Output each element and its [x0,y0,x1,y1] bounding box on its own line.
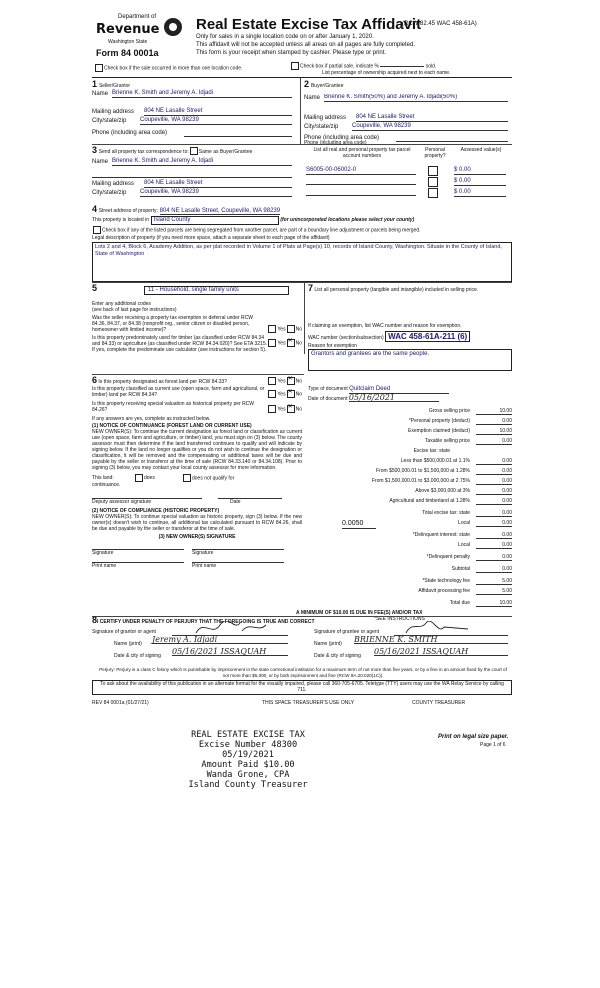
dor-logo [92,14,184,62]
s5-q2-no-checkbox[interactable] [287,339,295,347]
tax-label-15: Subtotal [451,566,470,572]
s6-print-label-1: Print name [92,563,117,569]
segregation-checkbox[interactable] [93,226,101,234]
s5-q2-yes: Yes [277,340,286,347]
s8-date-label-grantor: Date & city of signing [114,653,161,659]
s1-city-field[interactable]: Coupeville, WA 98239 [140,117,292,125]
stamp-line-6: Island County Treasurer [188,780,308,790]
s3-same-checkbox[interactable] [190,147,198,155]
parcel-table [304,147,512,203]
s6-q1-no: No [295,378,302,385]
s5-q1-no-checkbox[interactable] [287,325,295,333]
s2-phone-label: Phone (including area code) [304,135,380,141]
s6-top-divider [92,374,304,375]
parcel-header-value: Assessed value(s) [460,147,502,153]
new-owner-print-2[interactable] [192,556,284,563]
s1-name-field[interactable]: Brienne K. Smith and Jeremy A. Idjadi [112,90,292,98]
s6-does-checkbox[interactable] [135,474,143,482]
tax-label-13: Local [458,542,470,548]
section-8 [92,617,512,667]
s6-q2: Is this property classified as current use (open space, farm and agricultural, or timber) land per RCW 84.34? [92,386,265,398]
partial-sale-label: Check box if partial sale, indicate % [300,63,379,70]
tax-label-5: Less than $500,000.01 at 1.1% [400,458,470,464]
s6-does-not-checkbox[interactable] [183,474,191,482]
s5-q2-no: No [295,340,302,347]
parcel-personal-checkbox-2[interactable] [428,177,438,187]
s6-q3-yes: Yes [277,406,286,413]
s8-date-label-grantee: Date & city of signing [314,653,361,659]
s5-q2-yes-checkbox[interactable] [268,339,276,347]
s5-s7-divider [304,282,305,354]
stamp-line-1: REAL ESTATE EXCISE TAX [191,730,305,740]
exemption-reason-field[interactable]: Grantors and grantees are the same people. [308,349,512,371]
s3-same-label: Same as Buyer/Grantee [198,149,253,155]
doc-type-field[interactable]: Quitclaim Deed [349,386,449,394]
section-7 [308,285,512,371]
s3-phone-row [304,140,367,146]
s6-q3-yes-checkbox[interactable] [268,405,276,413]
s6-does-not: does not qualify for [192,475,235,482]
doc-type-label: Type of document [308,386,348,392]
s6-n1-text: NEW OWNER(S): To continue the current designation as forest land or classification as current use (open space, farm and agriculture, or timber) land, you must sign on (3) below. The county assessor must then determine if the land transferred continues to qualify and will indicate by signing below. If the land no longer qualifies or you do not wish to continue the designation or classification, it will be removed and the compensating or additional taxes will be due and payable by the seller or transferor at the time of sale (RCW 84.33.140 or 84.34.108). Prior to signing (3) below, you may contact your local county assessor for more information. [92,429,302,471]
local-rate-field[interactable]: 0.0050 [342,520,376,529]
s1-s2-divider [300,78,301,144]
s5-q2b: If yes, complete the predominate use calculator (see instructions for section 5). [92,347,267,353]
s7-exempt-question: If claiming an exemption, list WAC number and reason for exemption. [308,323,462,329]
s6-q1: Is this property designated as forest land per RCW 84.33? [98,379,228,385]
doc-date-field[interactable]: 05/16/2021 [349,395,439,402]
dept-line3: Washington State [108,39,148,45]
s6-q2-no: No [295,391,302,398]
s6-q3: Is this property receiving special valuation as historical property per RCW 84.26? [92,401,255,413]
treasurer-stamp [168,730,328,790]
s1-addr-field[interactable]: 804 NE Lasalle Street [144,108,292,116]
new-owner-signature-1[interactable] [92,543,184,550]
s5-q1-no: No [295,326,302,333]
tax-value-12[interactable]: 0.00 [476,532,512,539]
s3-label: Send all property tax correspondence to: [98,149,189,155]
new-owner-print-1[interactable] [92,556,184,563]
grantor-signature-scribble [176,621,286,635]
s1-num: 1 [92,79,98,89]
s1-name-label: Name [92,91,109,97]
tax-label-16: *State technology fee [422,578,470,584]
tax-label-18: Total due [449,600,470,606]
see-instructions-note: *SEE INSTRUCTIONS [374,616,425,622]
wac-number-field[interactable]: WAC 458-61A-211 (6) [385,331,470,342]
s5-q1: Was the seller receiving a property tax exemption or deferral under RCW 84.36, 84.37, or 84.38 (nonprofit org., senior citizen or disabled person, homeowner with limited income)? [92,315,253,333]
s6-sig-label-1: Signature [92,550,114,556]
s2-label: Buyer/Grantee [310,83,344,89]
tax-label-1: *Personal property (deduct) [408,418,470,424]
partial-sale-row [290,62,436,70]
multi-location-label: Check box if the sale occurred in more than one location code. [104,65,243,72]
s5-num: 5 [92,283,98,293]
s6-q2-yes: Yes [277,391,286,398]
s6-sig-label-2: Signature [192,550,214,556]
tax-label-2: Exemption claimed (deduct) [408,428,470,434]
section-6 [92,375,302,569]
legal-description-field[interactable]: Lots 2 and 4, Block 6, Academy Addition, as per plat recorded in Volume 1 of Plats at Page(s) 10, records of Island County, Washington. Situate in the County of Island, State of Washington [92,242,512,282]
county-treasurer-label: COUNTY TREASURER [412,700,466,706]
s3-name-field-2[interactable] [92,171,292,178]
doc-date-label: Date of document [308,396,348,402]
accessibility-notice: To ask about the availability of this publication in an alternate format for the visually impaired, please call 360-705-6705. Teletype (TTY) users may use the WA Relay Service by calling 711. [92,680,512,695]
s8-certify: I CERTIFY UNDER PENALTY OF PERJURY THAT THE FOREGOING IS TRUE AND CORRECT [97,619,315,625]
s6-q3-no-checkbox[interactable] [287,405,295,413]
parcel-acct-2[interactable] [306,178,416,185]
parcel-value-2[interactable]: $ 0.00 [454,178,506,186]
tax-value-11[interactable]: 0.00 [476,520,512,527]
tax-value-14[interactable]: 0.00 [476,554,512,561]
s4-num: 4 [92,204,98,214]
s4-legal-label: Legal description of property (if you need more space, attach a separate sheet to each page of the affidavit) [92,235,330,241]
parcel-value-3[interactable]: $ 0.00 [454,189,506,197]
grantor-name-field[interactable]: Jeremy A. Idjadi [152,637,288,644]
legal-paper-note: Print on legal size paper. [438,734,509,740]
tax-value-13[interactable]: 0.00 [476,542,512,549]
s2-city-field[interactable]: Coupeville, WA 98239 [352,123,508,131]
multi-location-row [94,64,242,72]
percentage-note: List percentage of ownership acquired next to each name. [322,70,451,76]
tax-value-15[interactable]: 0.00 [476,566,512,573]
s3-city-field[interactable]: Coupeville, WA 98239 [140,189,292,197]
multi-location-checkbox[interactable] [95,64,103,72]
grantor-date-city-field[interactable]: 05/16/2021 ISSAQUAH [172,649,288,656]
s6-q2-no-checkbox[interactable] [287,390,295,398]
dor-swirl-inner [169,23,177,31]
tax-value-5[interactable]: 0.00 [476,458,512,465]
parcel-acct-1[interactable]: S6005-00-06002-0 [306,167,416,175]
tax-label-0: Gross selling price [428,408,470,414]
s3-num: 3 [92,145,98,155]
s7-text: List all personal property (tangible and intangible) included in selling price. [314,287,479,293]
s6-q3-no: No [295,406,302,413]
s5-top-divider [92,282,512,283]
s1-phone-field[interactable] [184,130,292,137]
grantee-date-city-field[interactable]: 05/16/2021 ISSAQUAH [374,649,508,656]
parcel-personal-checkbox-3[interactable] [428,188,438,198]
county-select[interactable]: Island County [151,216,279,225]
s6-n2-title: (2) NOTICE OF COMPLIANCE (HISTORIC PROPERTY) [92,508,220,514]
s7-wac-label: WAC number (section/subsection) [308,335,384,341]
tax-value-8[interactable]: 0.00 [476,488,512,495]
s8-sig-grantee-label: Signature of grantee or agent [314,629,380,635]
s5-q2: Is this property predominately used for timber (as classified under RCW 84.34 and 84.33) or agriculture (as classified under RCW 84.34.020)? See ETA 3215. [92,335,268,347]
section-4 [92,206,512,282]
s3-addr-field[interactable]: 804 NE Lasalle Street [144,180,292,188]
s2-name-field[interactable]: Brienne K. Smith(50%) and Jeremy A. Idjadi(50%) [324,94,508,102]
tax-value-7[interactable]: 0.00 [476,478,512,485]
s2-name-label: Name [304,95,321,101]
tax-table [308,408,512,606]
sold-label: sold. [425,63,437,70]
parcel-header-personal: Personal property? [424,147,446,159]
dept-line1: Department of [118,14,157,20]
s6-q2-yes-checkbox[interactable] [268,390,276,398]
s3-phone-label: Phone (including area code) [304,140,367,146]
s6-n3-title: (3) NEW OWNER(S) SIGNATURE [158,534,236,540]
s5-see-back: (see back of last page for instructions) [92,307,177,313]
s6-n2-text: NEW OWNER(S): To continue special valuation as historic property, sign (3) below. If the new owner(s) doesn't wish to continue, all additional tax calculated pursuant to RCW 84.26, shall be due and payable by the seller or transferor at the time of sale. [92,514,302,532]
stamp-line-5: Wanda Grone, CPA [206,770,290,780]
s5-q1-yes-checkbox[interactable] [268,325,276,333]
s6-q1-no-checkbox[interactable] [287,377,295,385]
s1-label: Seller/Grantor [98,83,131,89]
form-number: Form 84 0001a [96,48,159,58]
parcel-personal-checkbox-1[interactable] [428,166,438,176]
tax-label-9: Agricultural and timberland at 1.28% [389,498,470,504]
page-number: Page 1 of 6 [480,742,506,748]
s6-q1-yes-checkbox[interactable] [268,377,276,385]
section-2 [304,80,512,144]
s8-sig-grantor-label: Signature of grantor or agent [92,629,156,635]
s3-city-label: City/state/zip [92,190,127,196]
s6-this-land: This land: [92,475,114,482]
s6-q1-yes: Yes [277,378,286,385]
s6-deputy-label: Deputy assessor signature [92,499,152,505]
grantee-name-field[interactable]: BRIENNE K. SMITH [354,637,508,644]
section-5 [92,285,302,353]
parcel-acct-3[interactable] [306,189,416,196]
s7-num: 7 [308,283,314,293]
tax-label-14: *Delinquent penalty [426,554,470,560]
deputy-date-field[interactable] [218,492,282,499]
tax-label-8: Above $3,000,000 at 3% [415,488,470,494]
s1-phone-label: Phone (including area code) [92,130,168,136]
s4-street-field[interactable]: 804 NE Lasalle Street, Coupeville, WA 98239 [159,208,281,214]
tax-value-10[interactable]: 0.00 [476,510,512,517]
s4-label: Street address of property: [98,208,158,214]
s1-addr-label: Mailing address [92,109,135,115]
s5-add-codes-label: Enter any additional codes [92,301,151,307]
stamp-line-2: Excise Number 48300 [198,740,298,750]
tax-value-18[interactable]: 10.00 [476,600,512,607]
treasurer-only: THIS SPACE TREASURER'S USE ONLY [262,700,355,706]
s6-ifany: If any answers are yes, complete as instructed below. [92,416,211,422]
tax-label-4: Excise tax: state [413,448,450,454]
stamp-line-3: 05/19/2021 [222,750,274,760]
s6-num: 6 [92,375,98,385]
s5-q1-yes: Yes [277,326,286,333]
tax-value-0[interactable]: 10.00 [476,408,512,415]
rcw-ref: (RCW 82.45 WAC 458-61A) [402,21,477,27]
form-title: Real Estate Excise Tax Affidavit [196,16,422,33]
parcel-value-1[interactable]: $ 0.00 [454,167,506,175]
s6-continuance: continuance. [92,482,121,488]
parcel-header-acct: List all real and personal property tax parcel account numbers [313,147,411,159]
s6-does: does [144,475,155,482]
s6-date-label: Date [230,499,241,505]
s6-print-label-2: Print name [192,563,217,569]
s8-name-label-grantee: Name (print) [314,641,342,647]
dept-line2: Revenue [96,22,160,37]
tax-value-1[interactable]: 0.00 [476,418,512,425]
note-3: This form is your receipt when stamped by cashier. Please type or print. [196,50,387,56]
use-code-select[interactable]: 11 - Household, single family units [144,286,289,295]
s3-name-label: Name [92,159,109,165]
s7-reason-label: Reason for exemption [308,343,357,349]
tax-label-17: Affidavit processing fee [418,588,470,594]
deputy-signature-field[interactable] [92,492,202,499]
s3-name-field[interactable]: Brienne K. Smith and Jeremy A. Idjadi [112,158,292,166]
s4-located-label: This property is located in [92,217,149,223]
tax-value-9[interactable]: 0.00 [476,498,512,505]
perjury-notice: Perjury: Perjury is a class C felony which is punishable by imprisonment in the state correctional institution for a maximum term of not more than five years, or by a fine in an amount fixed by the court of not more than $5,000, or by both imprisonment and fine (RCW 9A.20.020(1C)). [99,667,507,678]
s4-seg-label: Check box if any of the listed parcels are being segregated from another parcel, are part of a boundary line adjustment or parcels being merged. [102,227,421,234]
rev-number: REV 84 0001a (01/27/21) [92,700,149,706]
doc-info [308,386,512,402]
s2-addr-field[interactable]: 804 NE Lasalle Street [356,114,508,122]
tax-value-17[interactable]: 5.00 [476,588,512,595]
grantee-signature-scribble [398,621,508,635]
section-3 [92,147,298,203]
tax-label-3: Taxable selling price [424,438,470,444]
note-1: Only for sales in a single location code on or after January 1, 2020. [196,34,374,40]
tax-label-6: From $500,000.01 to $1,500,000 at 1.28% [376,468,470,474]
s2-addr-label: Mailing address [304,115,347,121]
minimum-due-note: A MINIMUM OF $10.00 IS DUE IN FEE(S) AND/OR TAX [296,610,423,616]
header-divider [92,77,512,78]
s2-num: 2 [304,79,310,89]
tax-value-3[interactable]: 0.00 [476,438,512,445]
partial-sale-checkbox[interactable] [291,62,299,70]
s6-n1-title: (1) NOTICE OF CONTINUANCE (FOREST LAND OR CURRENT USE) [92,423,252,429]
s3-addr-label: Mailing address [92,181,135,187]
s4-uninc-note: (for unincorporated locations please select your county) [280,217,415,223]
s2-city-label: City/state/zip [304,124,339,130]
tax-value-16[interactable]: 5.00 [476,578,512,585]
s2-phone-field[interactable] [396,135,508,142]
tax-label-12: *Delinquent interest: state [412,532,470,538]
s8-name-label-grantor: Name (print) [114,641,142,647]
stamp-line-4: Amount Paid $10.00 [201,760,295,770]
s8-num: 8 [92,615,98,625]
note-2: This affidavit will not be accepted unless all areas on all pages are fully completed. [196,42,416,48]
tax-label-11: Local [458,520,470,526]
new-owner-signature-2[interactable] [192,543,284,550]
tax-label-10: Total excise tax: state [422,510,470,516]
tax-value-6[interactable]: 0.00 [476,468,512,475]
section-1 [92,80,297,144]
tax-label-7: From $1,500,000.01 to $3,000,000 at 2.75% [371,478,470,484]
tax-value-2[interactable]: 10.00 [476,428,512,435]
s1-city-label: City/state/zip [92,118,127,124]
s1-bottom-divider [92,144,512,145]
